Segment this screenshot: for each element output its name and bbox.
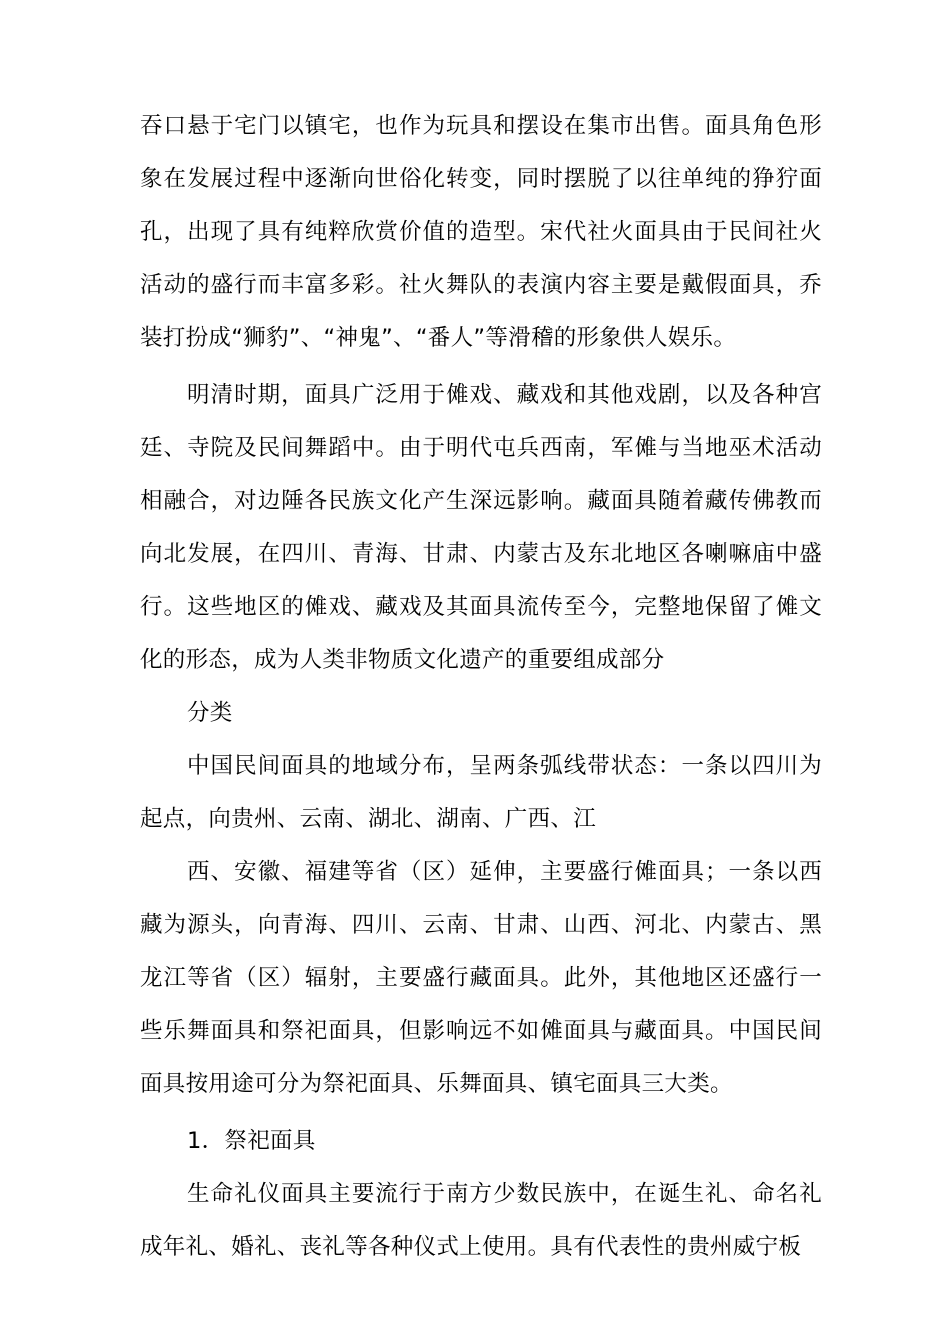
paragraph-distribution: 中国民间面具的地域分布，呈两条弧线带状态：一条以四川为起点，向贵州、云南、湖北、湖南、广西、江 bbox=[140, 753, 822, 832]
heading-sacrifice-masks: 1．祭祀面具 bbox=[187, 1128, 316, 1154]
heading-classification: 分类 bbox=[187, 700, 233, 726]
document-page bbox=[140, 100, 822, 1274]
paragraph-life-ritual: 生命礼仪面具主要流行于南方少数民族中，在诞生礼、命名礼成年礼、婚礼、丧礼等各种仪式上使用。具有代表性的贵州威宁板 bbox=[140, 1181, 822, 1260]
paragraph-ming-qing: 明清时期，面具广泛用于傩戏、藏戏和其他戏剧，以及各种宫廷、寺院及民间舞蹈中。由于明代屯兵西南，军傩与当地巫术活动相融合，对边陲各民族文化产生深远影响。藏面具随着藏传佛教而向北发展，在四川、青海、甘肃、内蒙古及东北地区各喇嘛庙中盛行。这些地区的傩戏、藏戏及其面具流传至今，完整地保留了傩文化的形态，成为人类非物质文化遗产的重要组成部分 bbox=[140, 382, 822, 673]
paragraph-distribution-cont: 西、安徽、福建等省（区）延伸，主要盛行傩面具；一条以西藏为源头，向青海、四川、云南、甘肃、山西、河北、内蒙古、黑龙江等省（区）辐射，主要盛行藏面具。此外，其他地区还盛行一些乐舞面具和祭祀面具，但影响远不如傩面具与藏面具。中国民间面具按用途可分为祭祀面具、乐舞面具、镇宅面具三大类。 bbox=[140, 859, 822, 1097]
paragraph-zhenzhai-continuation: 吞口悬于宅门以镇宅，也作为玩具和摆设在集市出售。面具角色形象在发展过程中逐渐向世俗化转变，同时摆脱了以往单纯的狰狞面孔，出现了具有纯粹欣赏价值的造型。宋代社火面具由于民间社火活动的盛行而丰富多彩。社火舞队的表演内容主要是戴假面具，乔装打扮成“狮豹”、“神鬼”、“番人”等滑稽的形象供人娱乐。 bbox=[140, 113, 822, 351]
